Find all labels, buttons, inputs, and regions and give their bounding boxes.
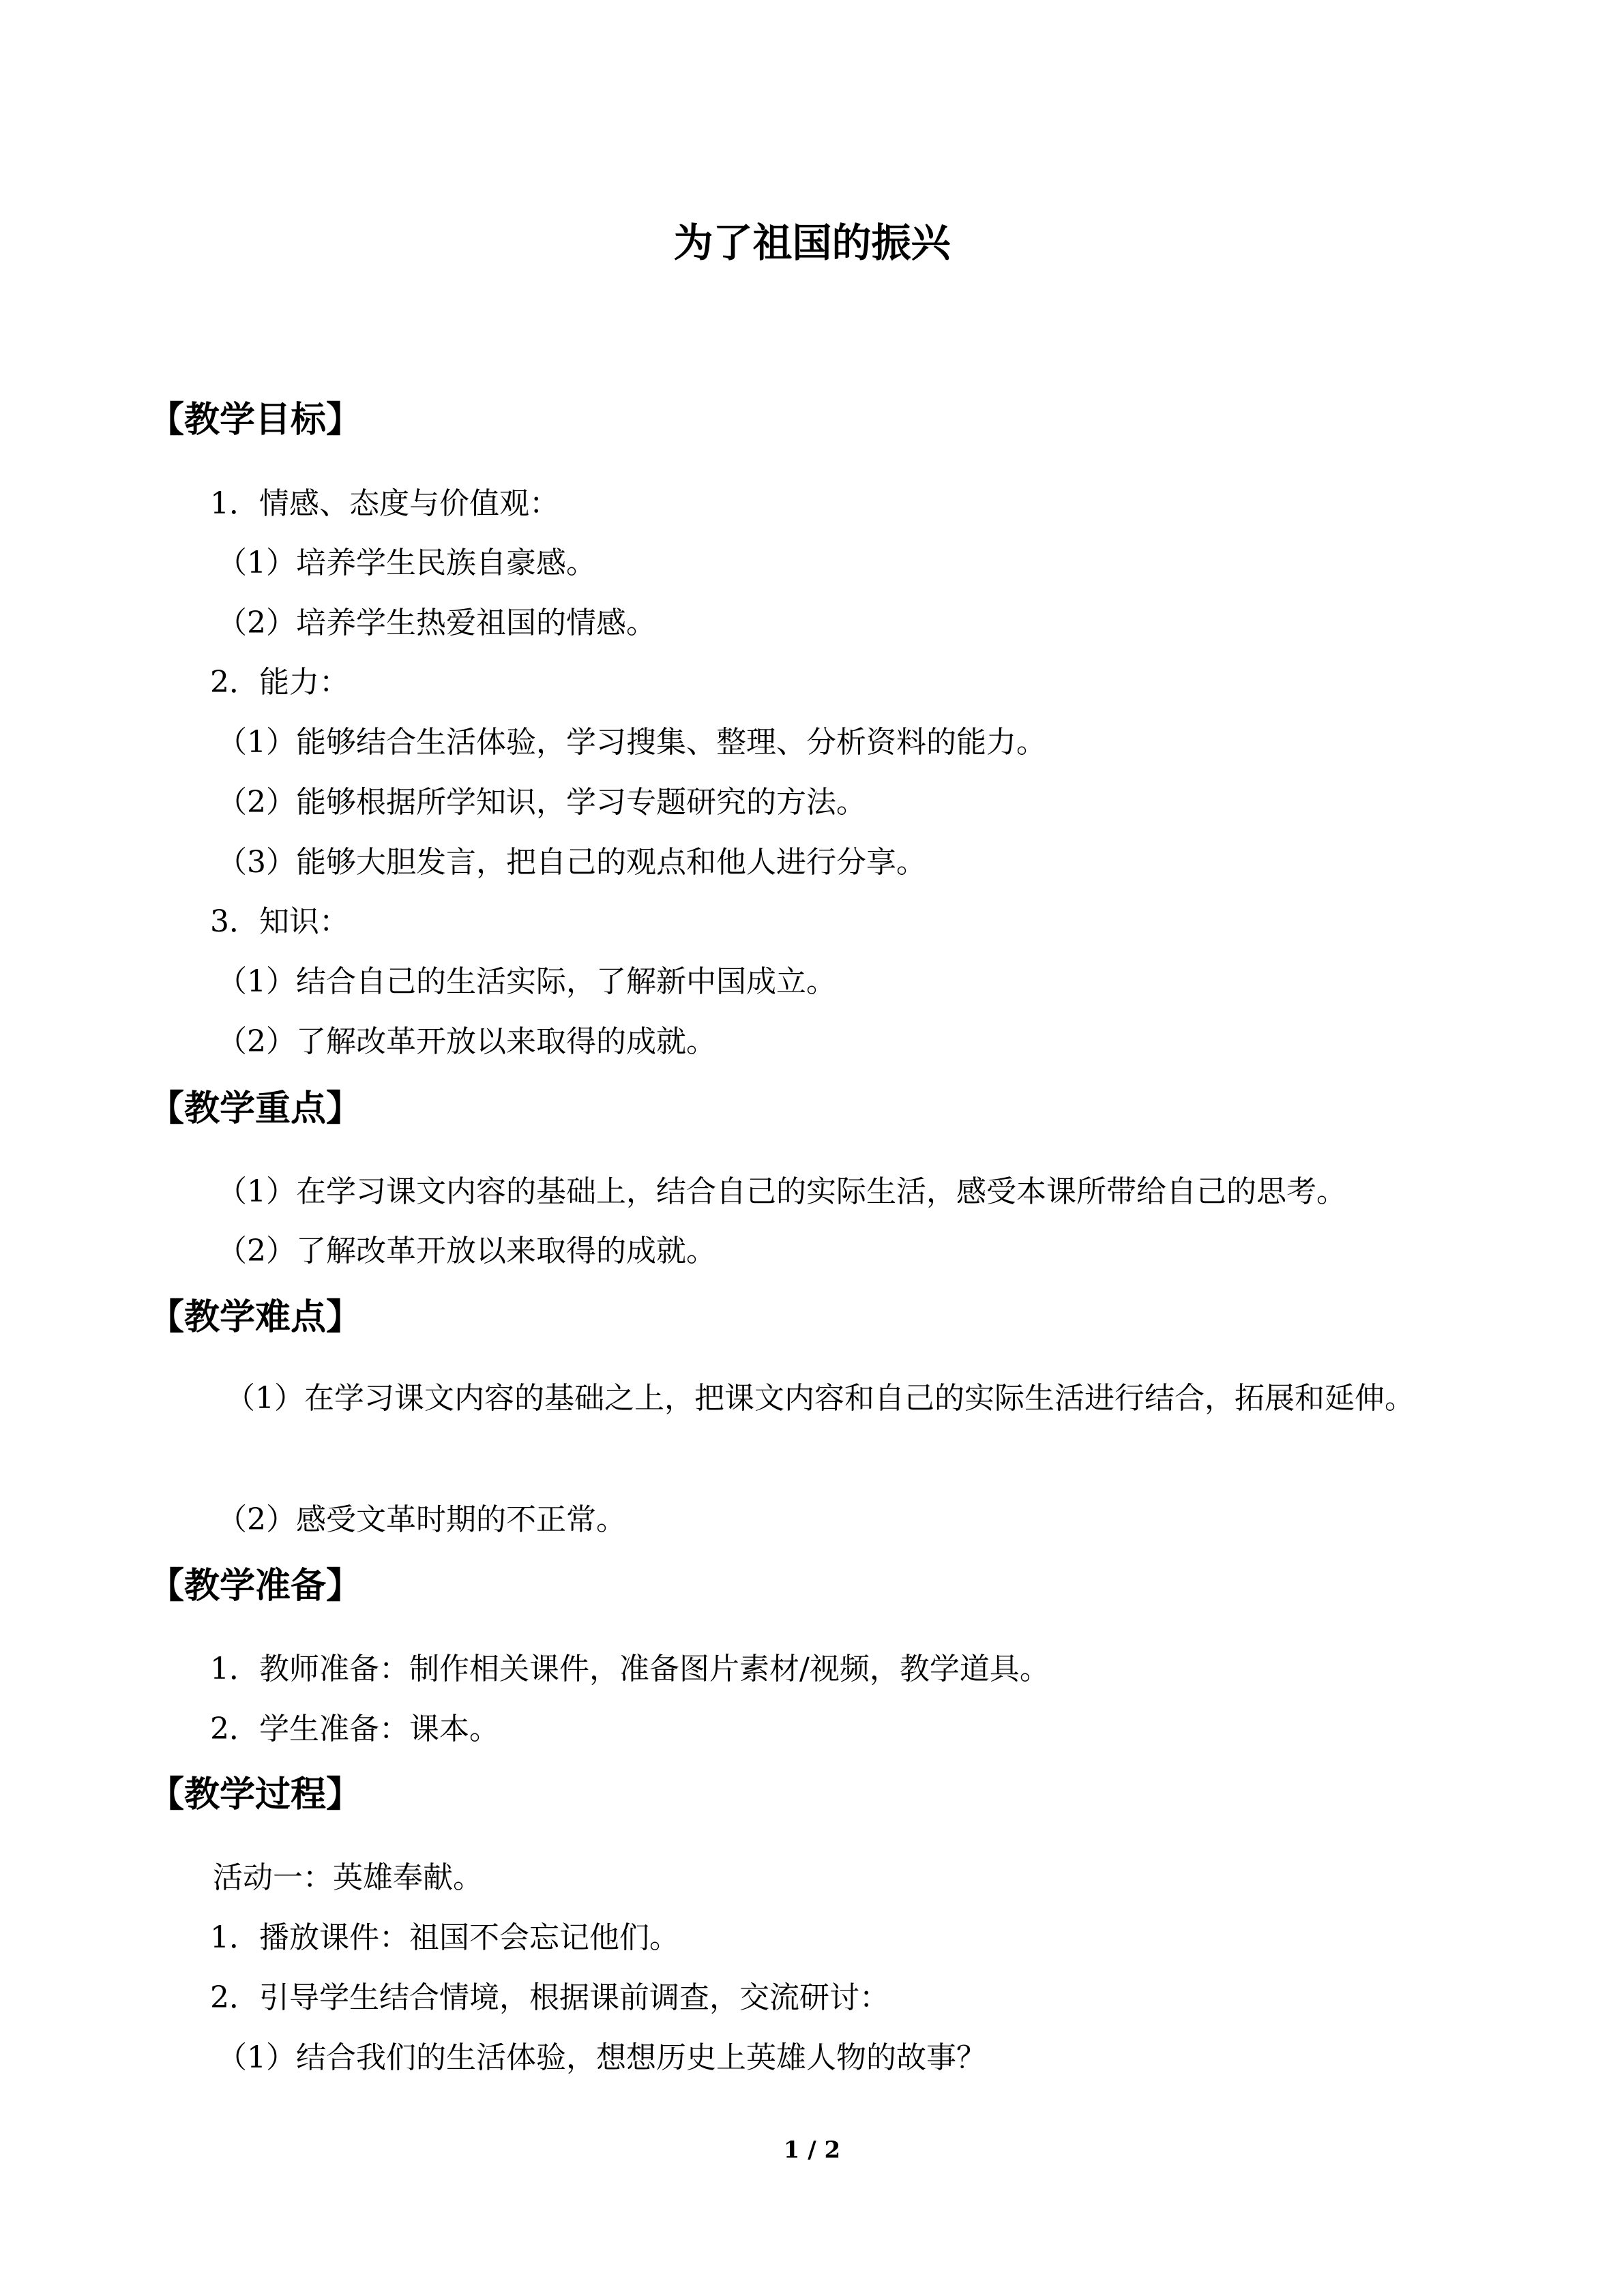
key-points-item: （1）在学习课文内容的基础上，结合自己的实际生活，感受本课所带给自己的思考。 (217, 1174, 1346, 1209)
preparation-item: 2．学生准备：课本。 (210, 1712, 499, 1746)
goals-item: 2．能力： (210, 665, 349, 700)
preparation-item: 1．教师准备：制作相关课件，准备图片素材/视频，教学道具。 (210, 1652, 1050, 1686)
goals-item: （2）能够根据所学知识，学习专题研究的方法。 (217, 785, 866, 820)
goals-item: （2）了解改革开放以来取得的成就。 (217, 1024, 716, 1059)
process-item: 2．引导学生结合情境，根据课前调查，交流研讨： (210, 1980, 889, 2015)
section-heading-goals: 【教学目标】 (149, 400, 362, 441)
goals-item: 3．知识： (210, 904, 349, 939)
goals-item: （3）能够大胆发言，把自己的观点和他人进行分享。 (217, 845, 926, 880)
goals-item: （1）结合自己的生活实际，了解新中国成立。 (217, 964, 836, 999)
process-item: （1）结合我们的生活体验，想想历史上英雄人物的故事？ (217, 2040, 986, 2075)
section-heading-difficulties: 【教学难点】 (149, 1297, 362, 1338)
process-item: 活动一：英雄奉献。 (213, 1860, 483, 1895)
section-heading-key-points: 【教学重点】 (149, 1088, 362, 1129)
goals-item: 1．情感、态度与价值观： (210, 486, 559, 521)
process-item: 1．播放课件：祖国不会忘记他们。 (210, 1920, 679, 1955)
goals-item: （2）培养学生热爱祖国的情感。 (217, 606, 656, 640)
section-heading-preparation: 【教学准备】 (149, 1566, 362, 1607)
goals-item: （1）能够结合生活体验，学习搜集、整理、分析资料的能力。 (217, 725, 1046, 760)
difficulties-item: （1）在学习课文内容的基础之上，把课文内容和自己的实际生活进行结合，拓展和延伸。 (225, 1381, 1415, 1416)
page-number: 1 / 2 (783, 2136, 841, 2164)
section-heading-process: 【教学过程】 (149, 1774, 362, 1815)
document-title: 为了祖国的振兴 (673, 220, 951, 266)
goals-item: （1）培养学生民族自豪感。 (217, 546, 596, 580)
difficulties-item: （2）感受文革时期的不正常。 (217, 1502, 626, 1537)
key-points-item: （2）了解改革开放以来取得的成就。 (217, 1234, 716, 1268)
